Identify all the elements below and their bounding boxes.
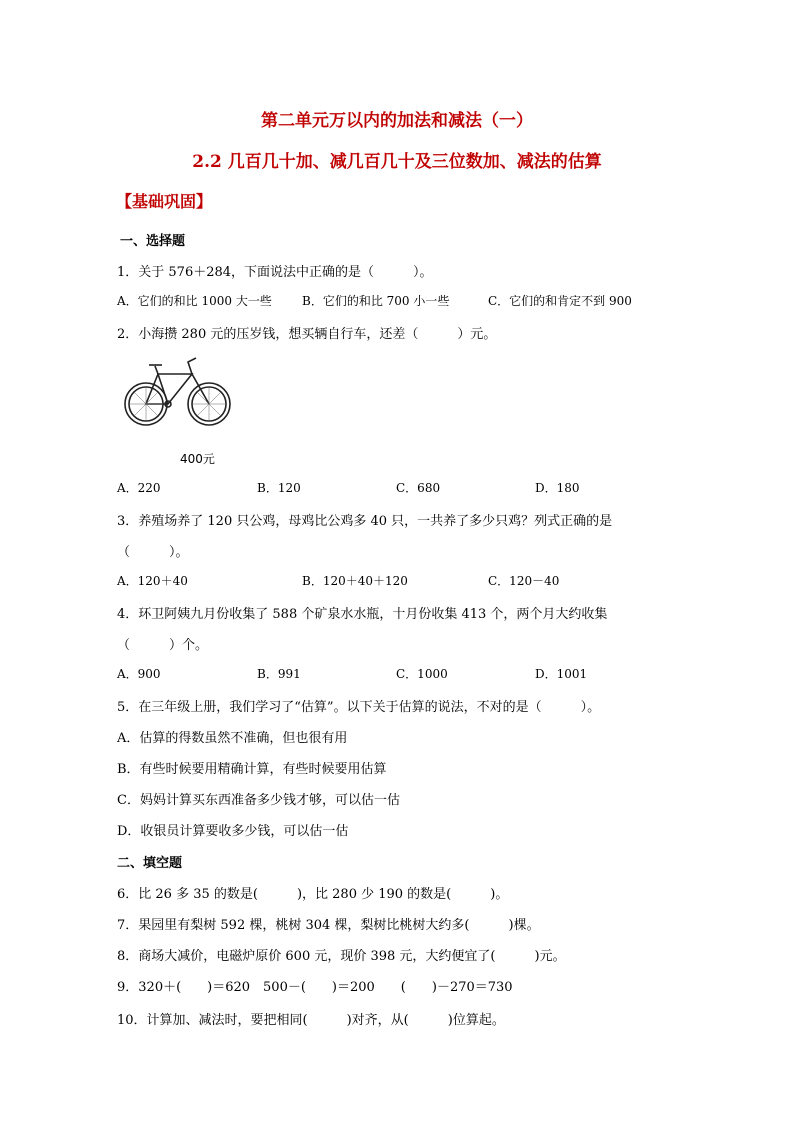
- question-2: 2．小海攒 280 元的压岁钱，想买辆自行车，还差（ ）元。: [117, 327, 497, 342]
- q4-option-a: A．900: [117, 667, 161, 681]
- question-3-line2: （ ）。: [117, 545, 189, 560]
- q2-option-a: A．220: [117, 481, 161, 495]
- section-heading-choice: 一、选择题: [120, 234, 186, 249]
- bicycle-image: [122, 348, 232, 443]
- q3-option-c: C．120－40: [488, 574, 560, 588]
- question-8: 8．商场大减价，电磁炉原价 600 元，现价 398 元，大约便宜了( )元。: [117, 949, 566, 964]
- q5-option-b: B．有些时候要用精确计算，有些时候要用估算: [117, 762, 387, 777]
- lesson-subtitle: 2.2 几百几十加、减几百几十及三位数加、减法的估算: [192, 152, 602, 172]
- question-6: 6．比 26 多 35 的数是( )，比 280 少 190 的数是( )。: [117, 887, 509, 902]
- bicycle-price-label: 400元: [180, 452, 215, 466]
- page-title: 第二单元万以内的加法和减法（一）: [261, 111, 533, 131]
- section-heading-fill: 二、填空题: [117, 856, 183, 871]
- question-3: 3．养殖场养了 120 只公鸡，母鸡比公鸡多 40 只，一共养了多少只鸡？列式正确的是: [117, 514, 613, 529]
- q3-option-b: B．120＋40＋120: [302, 574, 408, 588]
- q2-option-b: B．120: [257, 481, 301, 495]
- q4-option-b: B．991: [257, 667, 301, 681]
- question-4-line2: （ ）个。: [117, 638, 209, 653]
- question-4: 4．环卫阿姨九月份收集了 588 个矿泉水水瓶，十月份收集 413 个，两个月大约收集: [117, 607, 608, 622]
- q5-option-a: A．估算的得数虽然不准确，但也很有用: [117, 731, 348, 746]
- q5-option-d: D．收银员计算要收多少钱，可以估一估: [117, 824, 349, 839]
- q4-option-c: C．1000: [396, 667, 448, 681]
- q1-option-a: A．它们的和比 1000 大一些: [117, 294, 272, 308]
- q3-option-a: A．120＋40: [117, 574, 188, 588]
- q5-option-c: C．妈妈计算买东西准备多少钱才够，可以估一估: [117, 793, 400, 808]
- q1-option-b: B．它们的和比 700 小一些: [302, 294, 450, 308]
- q2-option-d: D．180: [535, 481, 580, 495]
- question-9: 9．320＋( )＝620 500－( )＝200 ( )－270＝730: [117, 980, 513, 995]
- section-tag: 【基础巩固】: [116, 192, 213, 211]
- question-10: 10．计算加、减法时，要把相同( )对齐，从( )位算起。: [117, 1013, 505, 1028]
- q1-option-c: C．它们的和肯定不到 900: [488, 294, 632, 308]
- q4-option-d: D．1001: [535, 667, 588, 681]
- question-7: 7．果园里有梨树 592 棵，桃树 304 棵，梨树比桃树大约多( )棵。: [117, 918, 540, 933]
- q2-option-c: C．680: [396, 481, 441, 495]
- question-5: 5．在三年级上册，我们学习了“估算”。以下关于估算的说法，不对的是（ ）。: [117, 700, 601, 715]
- question-1: 1．关于 576＋284，下面说法中正确的是（ ）。: [117, 265, 433, 280]
